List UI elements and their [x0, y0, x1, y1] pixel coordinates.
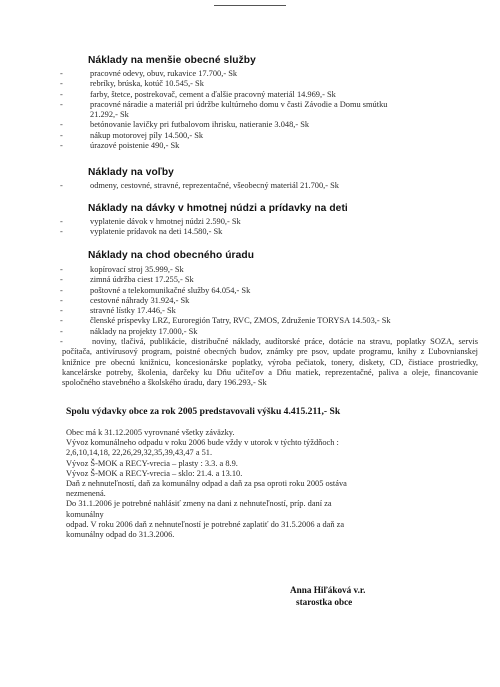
summary-line: Vývoz Š-MOK a RECY-vrecia – plasty : 3.3. a 8.9. — [66, 458, 238, 468]
list-item: - odmeny, cestovné, stravné, reprezentačné, všeobecný materiál 21.700,- Sk — [60, 181, 339, 190]
summary-title: Spolu výdavky obce za rok 2005 predstavovali výšku 4.415.211,- Sk — [66, 406, 341, 417]
summary-line: Daň z nehnuteľností, daň za komunálny odpad a daň za psa oproti roku 2005 ostáva — [66, 479, 347, 489]
list-item: - poštovné a telekomunikačné služby 64.054,- Sk — [60, 285, 251, 295]
section-title-benefits: Náklady na dávky v hmotnej núdzi a prídavky na deti — [88, 203, 348, 214]
list-services — [60, 69, 478, 151]
summary-line: Vývoz komunálneho odpadu v roku 2006 bude vždy v utorok v týchto týždňoch : — [66, 438, 339, 448]
list-office — [60, 265, 478, 389]
list-item: - členské príspevky LRZ, Euroregión Tatry, RVC, ZMOS, Združenie TORYSA 14.503,- Sk — [60, 316, 391, 326]
list-item: - cestovné náhrady 31.924,- Sk — [60, 295, 190, 305]
list-item: - úrazové poistenie 490,- Sk — [60, 141, 180, 151]
summary-line: Do 31.1.2006 je potrebné nahlásiť zmeny na dani z nehnuteľností, príp. daní za komunálny — [66, 499, 332, 519]
summary-line: komunálny odpad do 31.3.2006. — [66, 530, 175, 540]
list-item: - kopírovací stroj 35.999,- Sk — [60, 265, 184, 274]
list-elections — [60, 181, 478, 191]
list-item-continuation: 21.292,- Sk — [90, 110, 129, 120]
list-item: - stravné lístky 17.446,- Sk — [60, 306, 176, 316]
summary-line: odpad. V roku 2006 daň z nehnuteľností je potrebné zaplatiť do 31.5.2006 a daň za — [66, 519, 345, 529]
list-item: - náklady na projekty 17.000,- Sk — [60, 326, 198, 336]
signature-name: Anna Hiľáková v.r. — [290, 585, 366, 595]
summary-line: Vývoz Š-MOK a RECY-vrecia – sklo: 21.4. a 13.10. — [66, 468, 243, 478]
list-item: - pracovné odevy, obuv, rukavice 17.700,- Sk — [60, 69, 238, 78]
section-title-services: Náklady na menšie obecné služby — [88, 55, 256, 66]
list-item: - vyplatenie dávok v hmotnej núdzi 2.590,- Sk — [60, 217, 241, 226]
top-divider — [214, 5, 286, 6]
list-item: - nákup motorovej píly 14.500,- Sk — [60, 130, 204, 140]
list-item: - betónovanie lavičky pri futbalovom ihrisku, natieranie 3.048,- Sk — [60, 120, 310, 130]
list-item: - noviny, tlačivá, publikácie, distribučné náklady, audítorské práce, dotácie na stravu, poplatky SOZA, servis počítača, antivírusový program, poistné obecných budov, známky pre psov, update programu, knihy z Ľubovnianskej knižnice pre obecnú knižnicu, koncesionárske poplatky, výroba pečiatok, tonery, diskety, CD, čistiace prostriedky, kancelárske potreby, školenia, darčeky ku Dňu učiteľov a Dňu matiek, reprezentačné, paliva a oleje, financovanie spoločného stavebného a školského úradu, dary 196.293,- Sk — [60, 337, 478, 388]
summary-line: nezmenená. — [66, 489, 106, 499]
summary-body — [66, 428, 366, 540]
list-item: - zimná údržba ciest 17.255,- Sk — [60, 275, 194, 285]
summary-line: Obec má k 31.12.2005 vyrovnané všetky záväzky. — [66, 428, 235, 437]
list-item: - vyplatenie prídavok na deti 14.580,- Sk — [60, 227, 223, 237]
list-item: - pracovné náradie a materiál pri údržbe kultúrneho domu v časti Závodie a Domu smútku — [60, 99, 388, 109]
list-benefits — [60, 217, 478, 238]
summary-line: 2,6,10,14,18, 22,26,29,32,35,39,43,47 a 51. — [66, 448, 213, 458]
list-item: - rebríky, brúska, kotúč 10.545,- Sk — [60, 79, 204, 89]
signature-role: starostka obce — [296, 597, 353, 607]
signature-block — [290, 584, 365, 608]
list-item: - farby, štetce, postrekovač, cement a ďalšie pracovný materiál 14.969,- Sk — [60, 89, 336, 99]
section-title-office: Náklady na chod obecného úradu — [88, 250, 255, 261]
section-title-elections: Náklady na voľby — [88, 167, 174, 178]
